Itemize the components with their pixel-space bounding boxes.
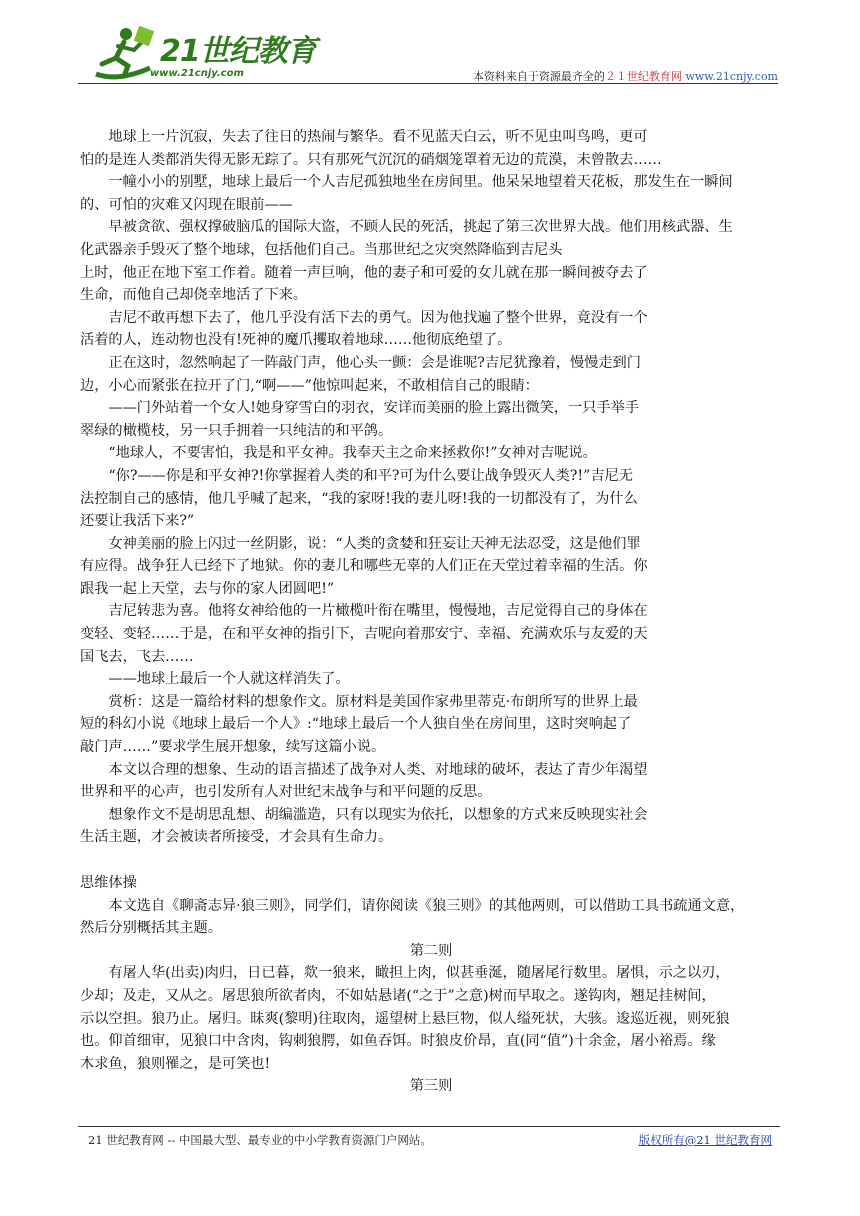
part2-text [80,962,782,1075]
text-line: 敲门声……”要求学生展开想象，续写这篇小说。 [80,739,386,756]
text-line: 上时，他正在地下室工作着。随着一声巨响，他的妻子和可爱的女儿就在那一瞬间被夺去了 [80,264,648,281]
text-line: 本文选自《聊斋志异·狼三则》，同学们，请你阅读《狼三则》的其他两则，可以借助工具书疏通文意， [108,897,745,914]
site-logo[interactable] [88,24,318,86]
text-line: 一幢小小的别墅，地球上最后一个人吉尼孤独地坐在房间里。他呆呆地望着天花板，那发生在一瞬间 [108,174,733,191]
text-line: 变轻、变轻……于是，在和平女神的指引下，吉呢向着那安宁、幸福、充满欢乐与友爱的天 [80,626,648,643]
logo-url: www.21cnjy.com [150,68,244,79]
text-line: 少却；及走，又从之。屠思狼所欲者肉，不如姑悬诸(“之于”之意)树而早取之。遂钩肉，翘足挂树间， [80,987,716,1004]
source-note [473,68,778,84]
footer-site-description: 21 世纪教育网 -- 中国最大型、最专业的中小学教育资源门户网站。 [88,1133,432,1147]
header-divider [78,83,778,84]
text-line: “地球人，不要害怕，我是和平女神。我奉天主之命来拯救你!”女神对吉呢说。 [108,445,597,462]
footer-divider [78,1126,780,1127]
text-line: 有屠人华(出卖)肉归，日已暮，欻一狼来，瞰担上肉，似甚垂涎，随屠尾行数里。屠惧，示之以刃， [108,965,730,982]
text-line: 法控制自己的感情，他几乎喊了起来，“我的家呀!我的妻儿呀!我的一切都没有了，为什么 [80,490,638,507]
text-line: 木求鱼，狼则罹之，是可笑也! [80,1055,271,1072]
text-line: 本文以合理的想象、生动的语言描述了战争对人类、对地球的破坏，表达了青少年渴望 [108,761,648,778]
logo-wordmark: 21世纪教育 [160,34,316,69]
text-line: 活着的人，连动物也没有!死神的魔爪攫取着地球……他彻底绝望了。 [80,332,512,349]
text-line: 化武器亲手毁灭了整个地球，包括他们自己。当那世纪之灾突然降临到吉尼头 [80,241,563,258]
source-note-url[interactable]: www.21cnjy.com [685,70,778,83]
source-note-prefix: 本资料来自于资源最齐全的 [472,70,605,83]
text-line: 示以空担。狼乃止。屠归。昧爽(黎明)往取肉，遥望树上悬巨物，似人缢死状，大骇。逡巡近视，则死狼 [80,1010,730,1027]
part2-title: 第二则 [409,942,453,959]
text-line: 女神美丽的脸上闪过一丝阴影，说：“人类的贪婪和狂妄让天神无法忍受，这是他们罪 [108,535,641,552]
footer-copyright-link[interactable]: 版权所有@21 世纪教育网 [638,1133,772,1147]
text-line: 国飞去，飞去…… [80,648,194,665]
text-line: “你?——你是和平女神?!你掌握着人类的和平?可为什么要让战争毁灭人类?!”吉尼无 [108,467,633,484]
document-body [80,126,782,1098]
section-gap [80,849,782,872]
text-line: ——地球上最后一个人就这样消失了。 [108,671,350,688]
page-header [78,22,778,84]
text-line: 的、可怕的灾难又闪现在眼前—— [80,196,293,213]
text-line: 短的科幻小说《地球上最后一个人》:“地球上最后一个人独自坐在房间里，这时突响起了 [80,716,632,733]
section-instructions [80,895,782,940]
text-line: 跟我一起上天堂，去与你的家人团圆吧!” [80,580,335,597]
text-line: 正在这时，忽然响起了一阵敲门声，他心头一颤：会是谁呢?吉尼犹豫着，慢慢走到门 [108,354,641,371]
text-line: 赏析：这是一篇给材料的想象作文。原材料是美国作家弗里蒂克·布朗所写的世界上最 [108,693,638,710]
section-title: 思维体操 [80,875,137,891]
text-line: 也。仰首细审，见狼口中含肉，钩刺狼腭，如鱼吞饵。时狼皮价昂，直(同“值”)十余金，屠小裕焉。缘 [80,1033,716,1050]
text-line: ——门外站着一个女人!她身穿雪白的羽衣，安详而美丽的脸上露出微笑，一只手举手 [108,400,640,417]
text-line: 早被贪欲、强权撑破脑瓜的国际大盗，不顾人民的死活，挑起了第三次世界大战。他们用核武器、生 [108,219,733,236]
story-text [80,126,782,849]
text-line: 有应得。战争狂人已经下了地狱。你的妻儿和哪些无辜的人们正在天堂过着幸福的生活。你 [80,558,648,575]
text-line: 世界和平的心声，也引发所有人对世纪末战争与和平问题的反思。 [80,784,492,801]
text-line: 想象作文不是胡思乱想、胡编滥造，只有以现实为依托，以想象的方式来反映现实社会 [108,806,648,823]
text-line: 生活主题，才会被读者所接受，才会具有生命力。 [80,829,393,846]
source-note-brand[interactable]: ２１世纪教育网 [604,70,682,83]
text-line: 地球上一片沉寂，失去了往日的热闹与繁华。看不见蓝天白云，听不见虫叫鸟鸣，更可 [108,129,648,145]
text-line: 吉尼转悲为喜。他将女神给他的一片橄榄叶衔在嘴里，慢慢地，吉尼觉得自己的身体在 [108,603,648,620]
text-line: 生命，而他自己却侥幸地活了下来。 [80,287,308,304]
page-footer [78,1126,780,1147]
part3-title: 第三则 [409,1078,453,1095]
text-line: 吉尼不敢再想下去了，他几乎没有活下去的勇气。因为他找遍了整个世界，竟没有一个 [108,309,648,326]
text-line: 翠绿的橄榄枝，另一只手拥着一只纯洁的和平鸽。 [80,422,393,439]
text-line: 怕的是连人类都消失得无影无踪了。只有那死气沉沉的硝烟笼罩着无边的荒漠，未曾散去…… [80,151,662,168]
text-line: 然后分别概括其主题。 [80,920,222,937]
text-line: 还要让我活下来?” [80,513,195,530]
text-line: 边，小心而紧张在拉开了门,“啊——”他惊叫起来，不敢相信自己的眼睛： [80,377,539,394]
